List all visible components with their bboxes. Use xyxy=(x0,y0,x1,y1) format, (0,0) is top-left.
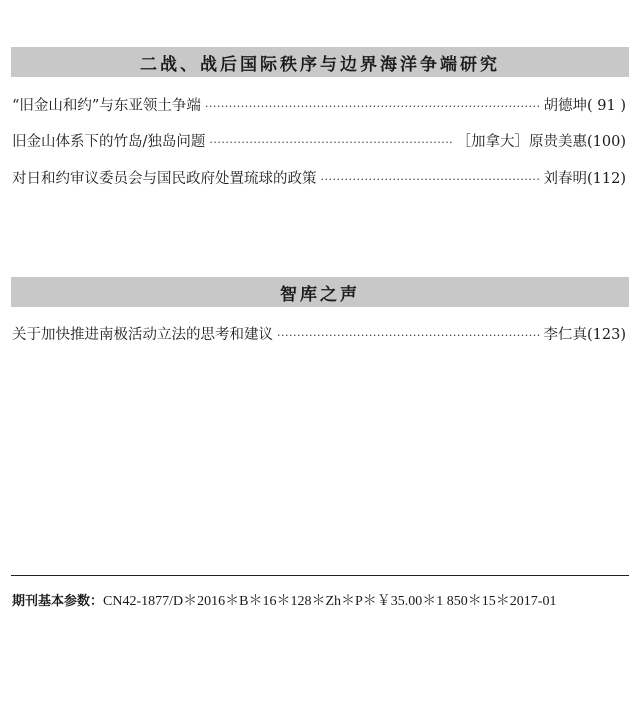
section-title: 智库之声 xyxy=(280,284,360,305)
page-number: (100) xyxy=(587,134,626,150)
params-label: 期刊基本参数： xyxy=(12,594,104,609)
article-title: “旧金山和约”与东亚领土争端 xyxy=(12,98,201,114)
dot-leader xyxy=(277,329,540,342)
toc-entry[interactable] xyxy=(12,167,626,191)
section-title: 二战、战后国际秩序与边界海洋争端研究 xyxy=(140,54,500,75)
footer-divider xyxy=(11,575,629,576)
article-title: 对日和约审议委员会与国民政府处置琉球的政策 xyxy=(12,171,317,187)
journal-parameters xyxy=(12,590,626,610)
section-header-think-tank xyxy=(11,277,629,307)
dot-leader xyxy=(205,100,540,113)
page-number: (112) xyxy=(587,171,626,187)
article-author: ［加拿大］原贵美惠 xyxy=(456,134,587,150)
dot-leader xyxy=(321,173,540,186)
article-author: 李仁真 xyxy=(543,327,587,343)
dot-leader xyxy=(209,136,452,149)
toc-entry[interactable] xyxy=(12,130,626,154)
page-number: ( 91 ) xyxy=(587,98,626,114)
toc-entry[interactable] xyxy=(12,94,626,118)
article-title: 旧金山体系下的竹岛/独岛问题 xyxy=(12,134,206,150)
article-author: 胡德坤 xyxy=(543,98,588,114)
toc-entry[interactable] xyxy=(12,323,626,347)
article-author: 刘春明 xyxy=(543,171,587,187)
section-header-ww2-order xyxy=(11,47,629,77)
params-value: CN42-1877/D＊2016＊B＊16＊128＊Zh＊P＊￥35.00＊1 850＊15＊2017-01 xyxy=(103,594,557,609)
article-title: 关于加快推进南极活动立法的思考和建议 xyxy=(12,327,273,343)
page-number: (123) xyxy=(587,327,626,343)
